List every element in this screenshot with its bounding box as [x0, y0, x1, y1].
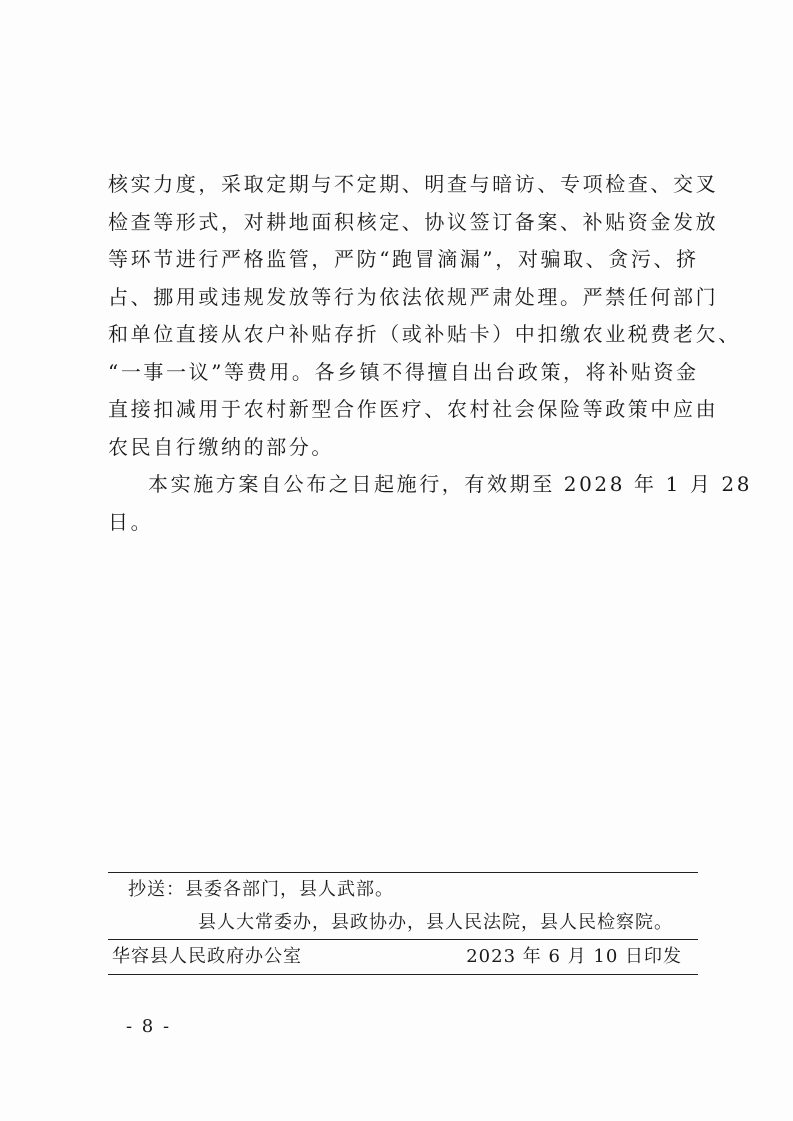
body-line: 本实施方案自公布之日起施行，有效期至 2028 年 1 月 28: [148, 472, 753, 496]
page-number: - 8 -: [126, 1016, 172, 1037]
body-line: 等环节进行严格监管，严防“跑冒滴漏”，对骗取、贪污、挤: [108, 247, 699, 271]
body-line: 日。: [108, 509, 154, 534]
body-line: 农民自行缴纳的部分。: [108, 434, 334, 459]
body-line: 直接扣减用于农村新型合作医疗、农村社会保险等政策中应由: [108, 397, 719, 421]
body-line: 和单位直接从农户补贴存折（或补贴卡）中扣缴农业税费老欠、: [108, 322, 741, 346]
body-line: 核实力度，采取定期与不定期、明查与暗访、专项检查、交叉: [108, 172, 719, 196]
body-text: [108, 166, 753, 541]
body-line: 检查等形式，对耕地面积核定、协议签订备案、补贴资金发放: [108, 209, 719, 234]
issuer-row: [108, 940, 698, 974]
copy-to-line-1: 抄送：县委各部门，县人武部。: [128, 879, 394, 900]
issue-date: 2023 年 6 月 10 日印发: [466, 946, 682, 967]
bottom-rule: [108, 974, 698, 975]
copy-to-line-2: 县人大常委办，县政协办，县人民法院，县人民检察院。: [198, 912, 673, 933]
copy-to-block: [108, 872, 698, 975]
issuing-office: 华容县人民政府办公室: [112, 946, 302, 967]
body-line: “一事一议”等费用。各乡镇不得擅自出台政策，将补贴资金: [108, 359, 699, 384]
body-line: 占、挪用或违规发放等行为依法依规严肃处理。严禁任何部门: [108, 284, 719, 309]
